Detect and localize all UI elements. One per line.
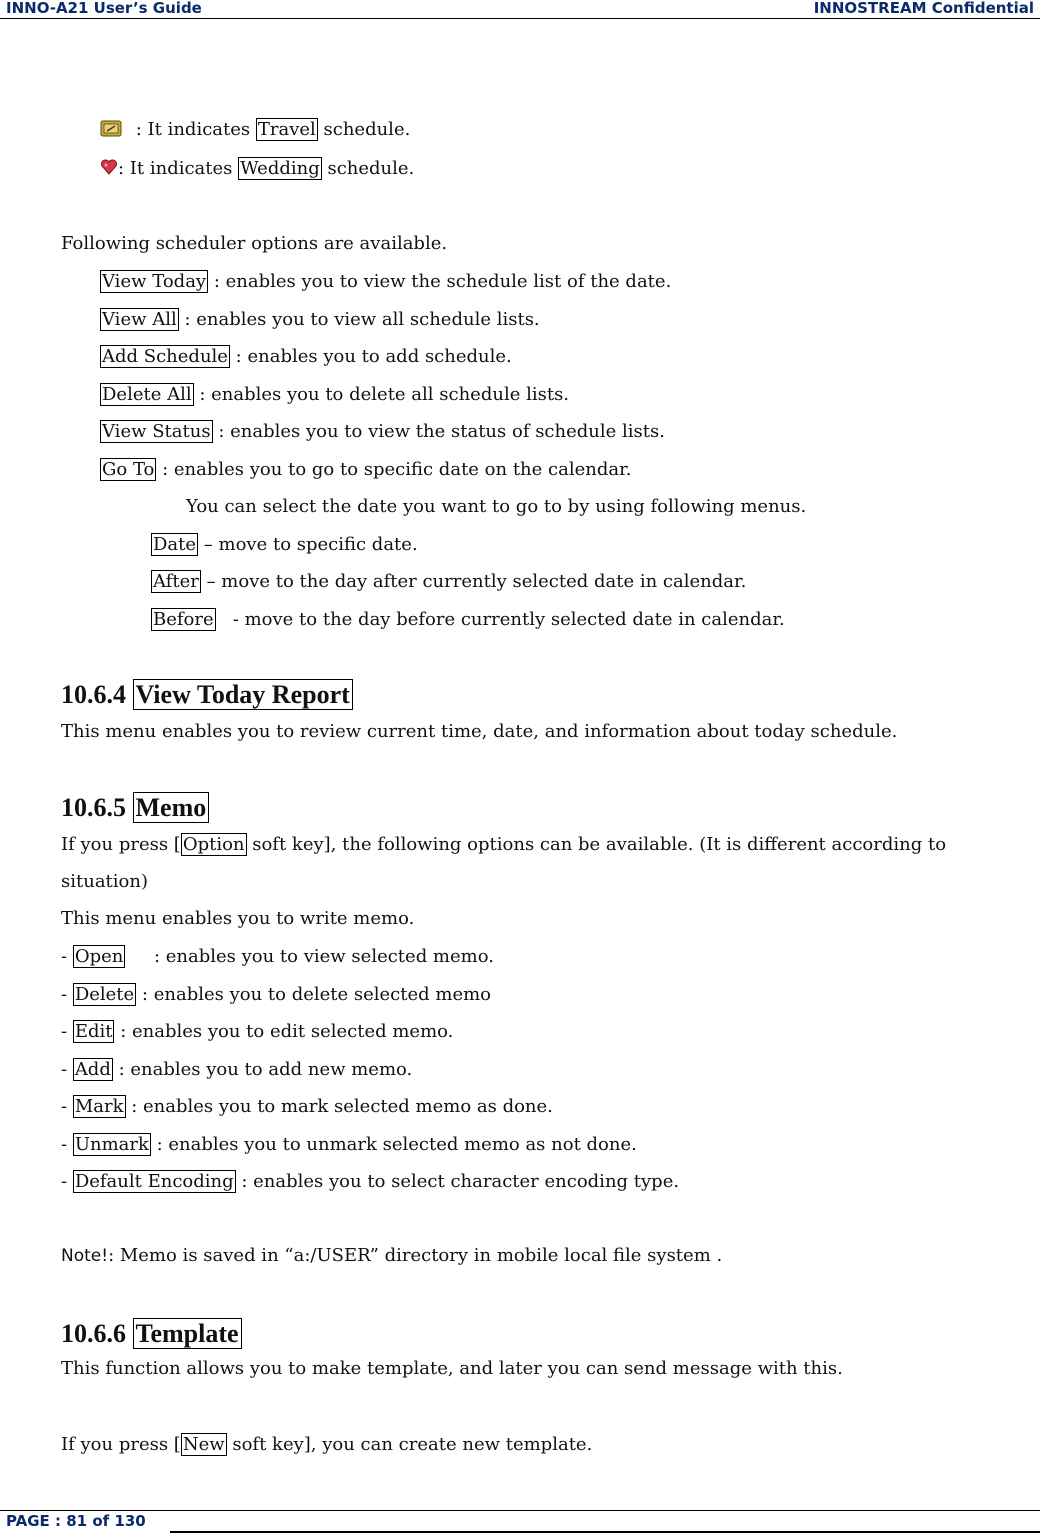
wedding-label: Wedding <box>240 158 320 179</box>
goto-note: You can select the date you want to go to by using following menus. <box>186 496 807 517</box>
goto-menu-label: Date <box>153 534 197 555</box>
memo-item-label: Add <box>74 1059 111 1080</box>
page-number: PAGE : 81 of 130 <box>6 1512 146 1530</box>
memo-item-label: Open <box>74 946 124 967</box>
list-dash: - <box>61 984 73 1005</box>
option-add-schedule <box>100 345 512 369</box>
option-label: View Status <box>102 421 211 442</box>
memo-item-delete <box>61 983 491 1007</box>
section-1064-body: This menu enables you to review current time, date, and information about today schedule. <box>61 721 898 742</box>
memo-item-label: Default Encoding <box>74 1171 234 1192</box>
memo-item-desc: : enables you to select character encoding type. <box>235 1171 680 1192</box>
list-dash: - <box>61 1059 73 1080</box>
travel-suitcase-icon <box>100 119 122 137</box>
memo-para-1-cont: situation) <box>61 871 148 892</box>
memo-item-edit <box>61 1020 453 1044</box>
option-desc: : enables you to go to specific date on the calendar. <box>156 459 632 480</box>
memo-item-desc: : enables you to view selected memo. <box>125 946 494 967</box>
memo-item-desc: : enables you to unmark selected memo as not done. <box>150 1134 637 1155</box>
template-para-text: If you press [ <box>61 1434 181 1455</box>
list-dash: - <box>61 1096 73 1117</box>
memo-note <box>61 1244 722 1268</box>
option-desc: : enables you to view all schedule lists. <box>178 309 540 330</box>
option-label: Delete All <box>102 384 192 405</box>
new-softkey-label: New <box>182 1434 225 1455</box>
memo-item-default-encoding <box>61 1170 679 1194</box>
list-dash: - <box>61 1171 73 1192</box>
memo-item-unmark <box>61 1133 637 1157</box>
memo-item-label: Unmark <box>74 1134 149 1155</box>
option-go-to <box>100 458 631 482</box>
memo-para-1 <box>61 833 946 857</box>
goto-menu-label: After <box>153 571 199 592</box>
note-label: Note! <box>61 1246 109 1266</box>
option-desc: : enables you to add schedule. <box>229 346 512 367</box>
footer-rule <box>170 1531 1040 1533</box>
goto-menu-label: Before <box>153 609 214 630</box>
memo-item-desc: : enables you to edit selected memo. <box>114 1021 454 1042</box>
template-new-para <box>61 1433 592 1457</box>
travel-text-suffix: schedule. <box>317 119 411 140</box>
goto-menu-desc: – move to the day after currently selected date in calendar. <box>200 571 747 592</box>
option-delete-all <box>100 383 569 407</box>
section-number: 10.6.5 <box>61 793 133 822</box>
list-dash: - <box>61 1134 73 1155</box>
goto-menu-desc: - move to the day before currently selected date in calendar. <box>215 609 785 630</box>
goto-menu-before <box>151 608 785 632</box>
memo-item-desc: : enables you to mark selected memo as done. <box>125 1096 553 1117</box>
header-confidential: INNOSTREAM Confidential <box>813 0 1034 17</box>
option-label: Add Schedule <box>102 346 228 367</box>
section-1066-body: This function allows you to make template, and later you can send message with this. <box>61 1358 843 1379</box>
section-title: Template <box>133 1318 242 1349</box>
travel-text-prefix: : It indicates <box>130 119 256 140</box>
option-view-status <box>100 420 665 444</box>
template-para-text: soft key], you can create new template. <box>226 1434 593 1455</box>
memo-para-text: soft key], the following options can be available. (It is different according to <box>246 834 947 855</box>
wedding-icon-line <box>100 157 414 181</box>
memo-item-desc: : enables you to delete selected memo <box>136 984 492 1005</box>
goto-menu-desc: – move to specific date. <box>198 534 418 555</box>
option-desc: : enables you to view the schedule list of the date. <box>208 271 672 292</box>
memo-item-open <box>61 945 494 969</box>
memo-item-desc: : enables you to add new memo. <box>112 1059 413 1080</box>
scheduler-intro: Following scheduler options are available. <box>61 233 448 254</box>
list-dash: - <box>61 946 73 967</box>
option-desc: : enables you to delete all schedule lists. <box>193 384 570 405</box>
section-number: 10.6.4 <box>61 680 133 709</box>
memo-item-label: Delete <box>74 984 135 1005</box>
option-label: View Today <box>102 271 207 292</box>
option-desc: : enables you to view the status of schedule lists. <box>212 421 665 442</box>
goto-menu-after <box>151 570 746 594</box>
header-doc-title: INNO-A21 User’s Guide <box>6 0 202 17</box>
section-title: Memo <box>133 792 210 823</box>
note-text: : Memo is saved in “a:/USER” directory in mobile local file system . <box>108 1245 723 1266</box>
section-heading-1066 <box>61 1317 242 1351</box>
option-label: View All <box>102 309 177 330</box>
page-footer <box>0 1510 1040 1533</box>
section-heading-1064 <box>61 678 353 712</box>
page-header <box>0 0 1040 19</box>
option-label: Go To <box>102 459 155 480</box>
memo-item-label: Edit <box>74 1021 113 1042</box>
section-title: View Today Report <box>133 679 353 710</box>
wedding-hearts-icon <box>100 158 118 176</box>
option-softkey-label: Option <box>182 834 245 855</box>
memo-item-add <box>61 1058 412 1082</box>
travel-label: Travel <box>257 119 316 140</box>
wedding-text-prefix: : It indicates <box>118 158 239 179</box>
travel-icon-line <box>100 118 410 142</box>
memo-para-text: If you press [ <box>61 834 181 855</box>
wedding-text-suffix: schedule. <box>321 158 415 179</box>
list-dash: - <box>61 1021 73 1042</box>
memo-item-label: Mark <box>74 1096 124 1117</box>
memo-item-mark <box>61 1095 553 1119</box>
section-number: 10.6.6 <box>61 1319 133 1348</box>
section-heading-1065 <box>61 791 209 825</box>
option-view-all <box>100 308 540 332</box>
memo-para-2: This menu enables you to write memo. <box>61 908 415 929</box>
goto-menu-date <box>151 533 418 557</box>
option-view-today <box>100 270 671 294</box>
